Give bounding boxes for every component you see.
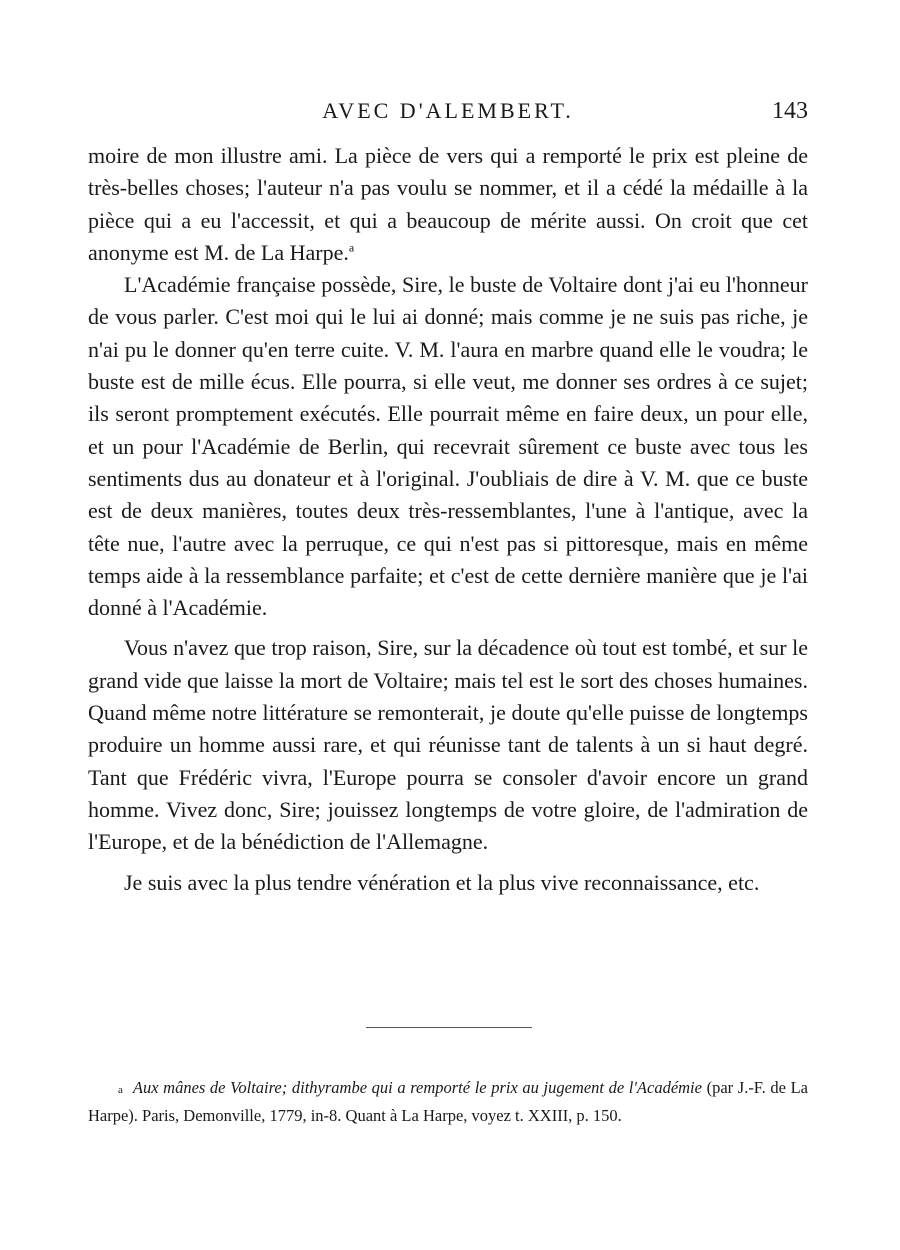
footnote-separator [366,1027,532,1028]
main-text [88,140,808,899]
footnote-label: a [118,1084,123,1096]
paragraph-3: Vous n'avez que trop raison, Sire, sur la décadence où tout est tombé, et sur le grand vide que laisse la mort de Voltaire; mais tel est le sort des choses humaines. Quand même notre littérature se remonterait, je doute qu'elle puisse de longtemps produire un homme aussi rare, et qui réunisse tant de talents à un si haut degré. Tant que Frédéric vivra, l'Europe pourra se consoler d'avoir encore un grand homme. Vivez donc, Sire; jouissez longtemps de votre gloire, de l'admiration de l'Europe, et de la bénédiction de l'Allemagne. [88,635,808,855]
running-title: AVEC D'ALEMBERT. [322,98,574,123]
footnote-title: Aux mânes de Voltaire; dithyrambe qui a remporté le prix au jugement de l'Académie [132,1078,702,1097]
running-head [88,96,808,130]
paragraph-4: Je suis avec la plus tendre vénération et la plus vive reconnaissance, etc. [124,869,760,895]
page-number: 143 [772,98,808,124]
paragraph-1-text: moire de mon illustre ami. La pièce de vers qui a remporté le prix est pleine de très-belles choses; l'auteur n'a pas voulu se nommer, et il a cédé la médaille à la pièce qui a eu l'accessit, et qui a beaucoup de mérite aussi. On croit que cet anonyme est M. de La Harpe. [88,143,808,265]
footnote [88,1075,808,1128]
paragraph-2: L'Académie française possède, Sire, le buste de Voltaire dont j'ai eu l'honneur de vous parler. C'est moi qui le lui ai donné; mais comme je ne suis pas riche, je n'ai pu le donner qu'en terre cuite. V. M. l'aura en marbre quand elle le voudra; le buste est de mille écus. Elle pourra, si elle veut, me donner ses ordres à ce sujet; ils seront promptement exécutés. Elle pourrait même en faire deux, un pour elle, et un pour l'Académie de Berlin, qui recevrait sûrement ce buste avec tous les sentiments dus au donateur et à l'original. J'oubliais de dire à V. M. que ce buste est de deux manières, toutes deux très-ressemblantes, l'une à l'antique, avec la tête nue, l'autre avec la perruque, ce qui n'est pas si pittoresque, mais en même temps aide à la ressemblance parfaite; et c'est de cette dernière manière que je l'ai donné à l'Académie. [88,272,808,621]
footnote-rest: (par J.-F. de La Harpe). Paris, Demonville, 1779, in-8. Quant à La Harpe, voyez t. XXIII, p. 150. [88,1078,808,1125]
footnote-marker: a [348,240,355,255]
paragraph-1 [88,140,808,269]
